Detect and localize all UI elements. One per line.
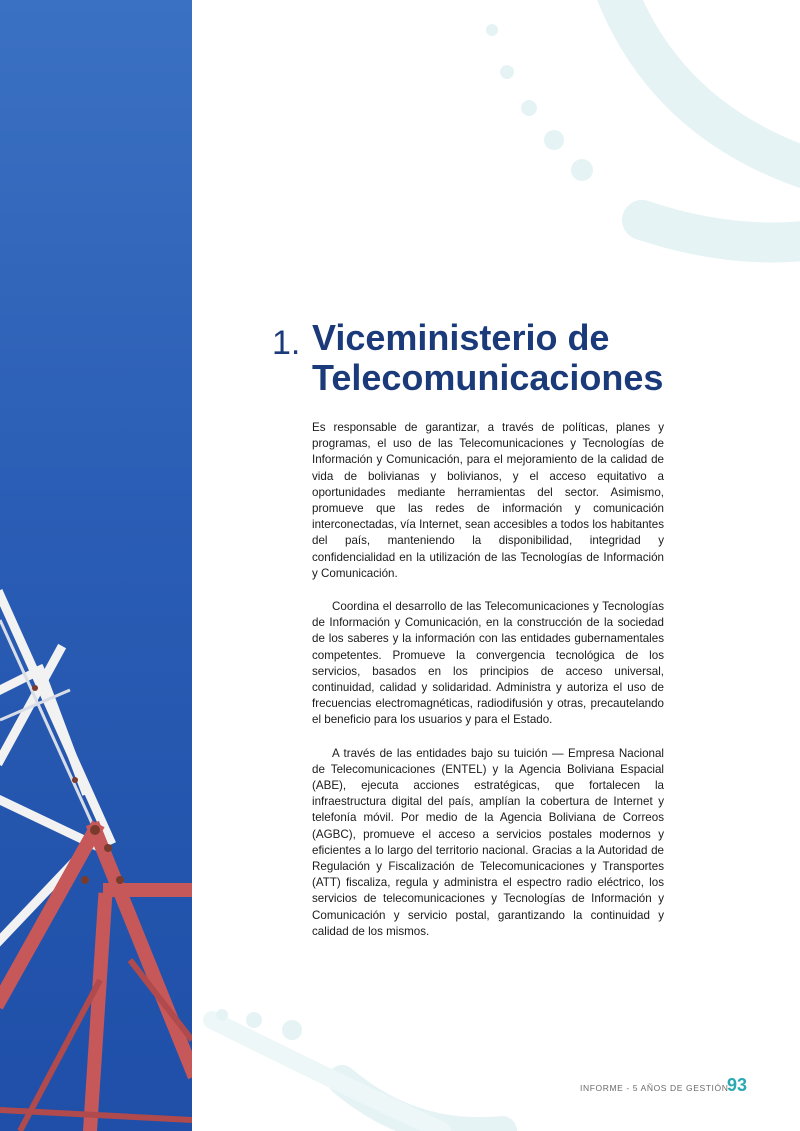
footer-label: INFORME - 5 AÑOS DE GESTIÓN <box>580 1083 729 1093</box>
paragraph: Coordina el desarrollo de las Telecomunicaciones y Tecnologías de Información y Comunicación, en la construcción de la sociedad de los saberes y la información con las entidades gubernamentales competentes. Promueve la convergencia tecnológica de los servicios, basados en los principios de acceso universal, continuidad, calidad y solidaridad. Administra y autoriza el uso de frecuencias electromagnéticas, radiodifusión y otras, precautelando el beneficio para los usuarios y para el Estado. <box>312 600 664 727</box>
section-title: Viceministerio de Telecomunicaciones <box>312 317 664 398</box>
body-text <box>312 420 664 957</box>
page-number: 93 <box>727 1075 748 1095</box>
section-number: 1. <box>272 324 301 362</box>
tower-illustration <box>0 0 192 1131</box>
tower-photo <box>0 0 192 1131</box>
paragraph: A través de las entidades bajo su tuición — Empresa Nacional de Telecomunicaciones (ENTEL) y la Agencia Boliviana Espacial (ABE), ejecuta acciones estratégicas, que fortalecen la infraestructura digital del país, amplían la cobertura de Internet y telefonía móvil. Por medio de la Agencia Boliviana de Correos (AGBC), promueve el acceso a servicios postales modernos y eficientes a lo largo del territorio nacional. Gracias a la Autoridad de Regulación y Fiscalización de Telecomunicaciones y Transportes (ATT) fiscaliza, regula y administra el espectro radio eléctrico, los servicios de telecomunicaciones y Tecnologías de Información y Comunicación y servicio postal, garantizando la continuidad y calidad de los mismos. <box>312 746 664 938</box>
paragraph: Es responsable de garantizar, a través de políticas, planes y programas, el uso de las Telecomunicaciones y Tecnologías de Información y Comunicación, para el mejoramiento de la calidad de vida de bolivianas y bolivianos, y el acceso equitativo a oportunidades mediante herramientas del sector. Asimismo, promueve que las redes de información y comunicación interconectadas, vía Internet, sean accesibles a todos los habitantes del país, manteniendo la disponibilidad, integridad y confidencialidad en la utilización de las Tecnologías de Información y Comunicación. <box>312 421 664 580</box>
